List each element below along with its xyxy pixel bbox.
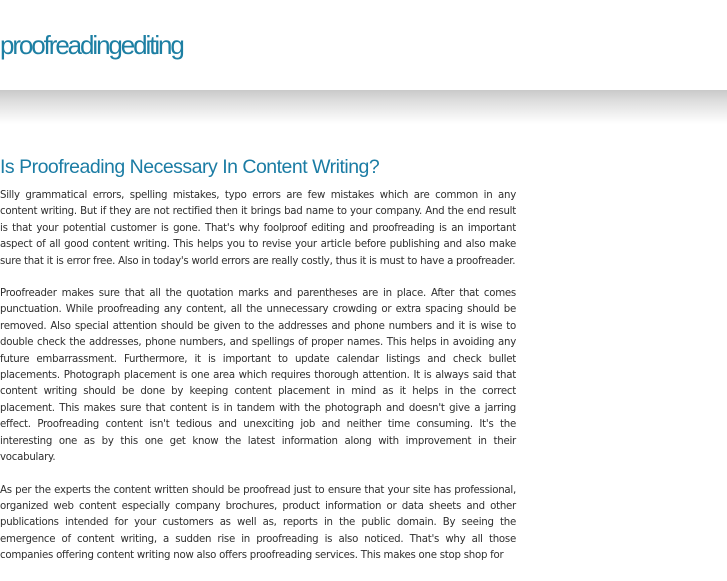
post-paragraph-3: As per the experts the content written should be proofread just to ensure that your site has professional, organized web content especially company brochures, product information or data sheets and other publications intended for your customers as well as, reports in the public domain. By seeing the emergence of content writing, a sudden rise in proofreading is also noticed. That's why all those companies offering content writing now also offers proofreading services. This makes one stop shop for [0, 484, 516, 562]
post-title: Is Proofreading Necessary In Content Writing? [0, 156, 380, 178]
site-header [0, 0, 727, 90]
post-body [0, 188, 516, 565]
main-content [0, 154, 516, 581]
post-paragraph-1: Silly grammatical errors, spelling mistakes, typo errors are few mistakes which are common in any content writing. But if they are not rectified then it brings bad name to your company. And the end result is that your potential customer is gone. That's why foolproof editing and proofreading is an important aspect of all good content writing. This helps you to revise your article before publishing and also make sure that it is error free. Also in today's world errors are really costly, thus it is must to have a proofreader. [0, 190, 516, 267]
header-shadow-band [0, 90, 727, 124]
post-paragraph-2: Proofreader makes sure that all the quotation marks and parentheses are in place. After that comes punctuation. While proofreading any content, all the unnecessary crowding or extra spacing should be removed. Also special attention should be given to the addresses and phone numbers and it is wise to double check the addresses, phone numbers, and spellings of proper names. This helps in avoiding any future embarrassment. Furthermore, it is important to update calendar listings and check bullet placements. Photograph placement is one area which requires thorough attention. It is always said that content writing should be done by keeping content placement in mind as it helps in the correct placement. This makes sure that content is in tandem with the photograph and doesn't give a jarring effect. Proofreading content isn't tedious and unexciting job and neither time consuming. It's the interesting one as by this one get know the latest information along with improvement in their vocabulary. [0, 288, 516, 464]
site-title-link[interactable]: proofreadingediting [0, 30, 183, 60]
